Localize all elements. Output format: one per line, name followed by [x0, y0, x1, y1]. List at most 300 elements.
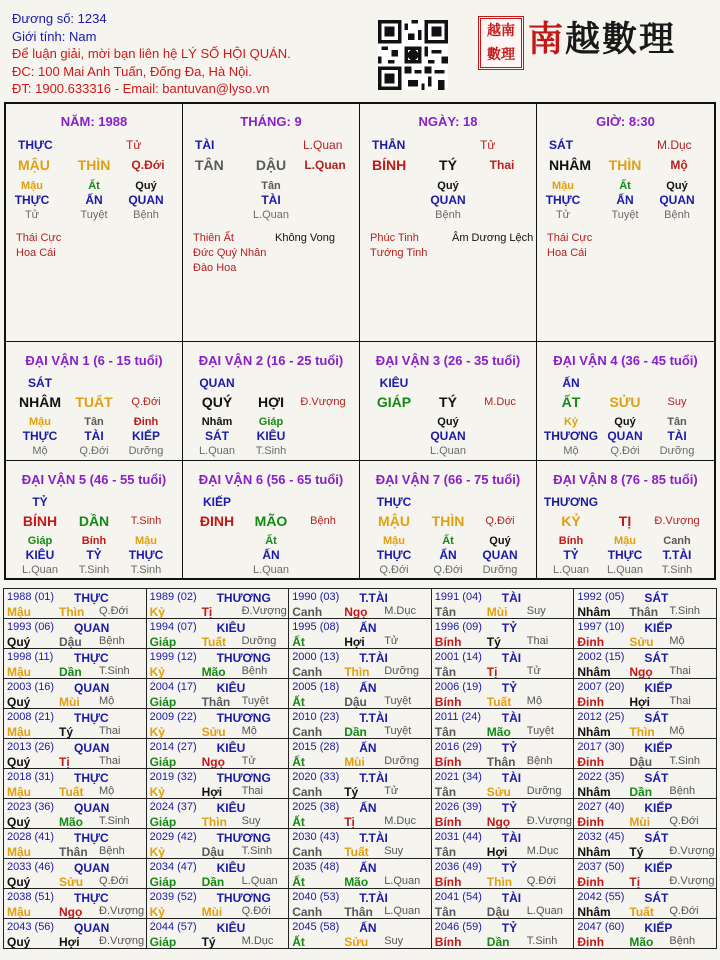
year-ten-god: ẤN: [359, 621, 377, 635]
year-branch: Tý: [59, 725, 74, 739]
year-cell: [4, 769, 147, 799]
year-stem: Bính: [434, 695, 462, 709]
year-branch: Mão: [59, 815, 83, 829]
dai-van-4: [537, 342, 714, 461]
year-label: 2029 (42): [149, 831, 197, 843]
year-stage: Đ.Vượng: [669, 875, 715, 887]
year-branch: Dậu: [629, 755, 653, 769]
dai-van-title: ĐẠI VẬN 4 (36 - 45 tuổi): [553, 353, 698, 368]
dai-van-3: [360, 342, 537, 461]
dai-van-stem: MẬU: [378, 513, 410, 529]
dai-van-hidden-stem: Mậu: [135, 535, 157, 547]
year-label: 1996 (09): [434, 621, 482, 633]
year-label: 1990 (03): [292, 591, 340, 603]
dai-van-hidden-god: TỶ: [86, 548, 102, 562]
chart-grid: [4, 102, 716, 580]
year-row: [4, 649, 717, 679]
year-label: 2007 (20): [577, 681, 625, 693]
year-cell: [4, 679, 147, 709]
dai-van-stem: ĐINH: [199, 513, 235, 529]
pillar-branch: DẬU: [255, 157, 287, 173]
pillar-3: [360, 104, 537, 342]
year-row: [4, 679, 717, 709]
year-stem: Nhâm: [577, 725, 611, 739]
dai-van-hidden-god: THỰC: [607, 548, 643, 562]
year-stem: Quý: [7, 635, 31, 649]
dai-van-stage: T.Sinh: [130, 515, 162, 527]
dai-van-hidden-god: T.TÀI: [662, 548, 692, 562]
year-stage: Q.Đới: [99, 605, 129, 617]
year-stem: Nhâm: [577, 845, 611, 859]
year-label: 2021 (34): [434, 771, 482, 783]
star-name: Phúc Tinh: [370, 232, 419, 244]
dai-van-ten-god: KIÊU: [379, 376, 409, 390]
year-branch: Mùi: [486, 605, 508, 619]
year-ten-god: KIẾP: [644, 801, 673, 815]
year-cell: [431, 649, 574, 679]
star-name: Thái Cực: [547, 232, 593, 244]
dai-van-branch: MÃO: [254, 513, 288, 529]
dai-van-hidden-stage: Dưỡng: [128, 445, 164, 457]
year-stem: Tân: [434, 845, 457, 859]
year-branch: Thân: [486, 755, 516, 769]
year-label: 2027 (40): [577, 801, 625, 813]
year-stage: M.Dục: [526, 845, 559, 857]
dai-van-hidden-god: KIÊU: [25, 548, 55, 562]
year-cell: [431, 709, 574, 739]
year-ten-god: T.TÀI: [359, 891, 388, 905]
year-label: 2041 (54): [434, 891, 482, 903]
dai-van-title: ĐẠI VẬN 5 (46 - 55 tuổi): [21, 472, 167, 487]
year-stage: Mộ: [669, 635, 685, 647]
year-ten-god: SÁT: [644, 771, 669, 785]
year-label: 1998 (11): [7, 651, 54, 663]
year-stem: Mậu: [7, 785, 31, 799]
year-stage: Bệnh: [669, 785, 696, 797]
year-branch: Tị: [344, 815, 355, 829]
year-stage: Mộ: [526, 695, 543, 707]
star-name: Đào Hoa: [193, 262, 237, 274]
year-stem: Kỷ: [149, 905, 165, 919]
year-cell: [289, 679, 432, 709]
year-ten-god: QUAN: [74, 921, 110, 935]
dai-van-hidden-stem: Đinh: [133, 416, 159, 428]
dai-van-stage: Suy: [667, 396, 687, 408]
year-stem: Đinh: [577, 875, 605, 889]
year-label: 2003 (16): [7, 681, 55, 693]
year-stage: Dưỡng: [384, 755, 419, 767]
dai-van-hidden-god: ẤN: [439, 548, 457, 562]
year-branch: Thân: [344, 905, 373, 919]
year-cell: [289, 649, 432, 679]
dai-van-title: ĐẠI VẬN 2 (16 - 25 tuổi): [198, 353, 344, 368]
dai-van-hidden-stem: Kỷ: [563, 416, 579, 428]
year-cell: [4, 799, 147, 829]
year-stem: Đinh: [577, 815, 605, 829]
year-stem: Giáp: [149, 815, 177, 829]
year-stem: Ất: [292, 695, 305, 709]
dai-van-ten-god: QUAN: [199, 376, 235, 390]
year-cell: [289, 589, 432, 619]
year-label: 1993 (06): [7, 621, 55, 633]
hidden-ten-god: THỰC: [14, 193, 50, 207]
year-stage: Tuyệt: [241, 695, 269, 707]
year-stage: Bệnh: [526, 755, 553, 767]
year-ten-god: KIẾP: [644, 681, 673, 695]
year-label: 2025 (38): [292, 801, 340, 813]
year-ten-god: TÀI: [501, 651, 522, 665]
year-branch: Dần: [201, 875, 225, 889]
hidden-stage: Bệnh: [664, 209, 690, 221]
year-stem: Giáp: [149, 695, 177, 709]
year-cell: [431, 619, 574, 649]
year-stem: Đinh: [577, 755, 605, 769]
year-label: 2000 (13): [292, 651, 340, 663]
year-stage: Tử: [384, 635, 399, 647]
pillar-ruled-stage: Tử: [480, 138, 496, 152]
gioi-tinh: [12, 28, 291, 46]
dai-van-hidden-stem: Quý: [614, 416, 636, 428]
hidden-stage: Tuyệt: [80, 209, 108, 221]
year-stage: Dưỡng: [384, 665, 419, 677]
pillar-stem-tag: L.Quan: [304, 158, 346, 172]
dai-van-stage: Q.Đới: [131, 396, 161, 408]
year-cell: [574, 679, 717, 709]
year-branch: Tị: [59, 755, 70, 769]
year-ten-god: TỶ: [501, 921, 518, 935]
year-ten-god: THỰC: [74, 651, 109, 665]
dai-van-hidden-stem: Quý: [437, 416, 459, 428]
dai-van-hidden-stage: Q.Đới: [433, 564, 463, 576]
year-cell: [431, 769, 574, 799]
year-stem: Kỷ: [149, 845, 165, 859]
year-ten-god: TÀI: [501, 891, 522, 905]
year-stem: Bính: [434, 635, 462, 649]
dai-van-title: ĐẠI VẬN 1 (6 - 15 tuổi): [25, 353, 163, 368]
dai-van-hidden-stage: T.Sinh: [130, 564, 162, 576]
year-stem: Ất: [292, 635, 305, 649]
year-cell: [146, 619, 289, 649]
year-stage: M.Dục: [384, 815, 416, 827]
seal-char-2: 南: [501, 23, 515, 39]
year-branch: Dậu: [59, 635, 82, 649]
year-cell: [431, 739, 574, 769]
dai-van-stem: NHÂM: [19, 394, 61, 410]
year-stem: Giáp: [149, 635, 177, 649]
dai-van-hidden-stage: Q.Đới: [79, 445, 109, 457]
phone-email-line: ĐT: 1900.633316 - Email: bantuvan@lyso.vn: [12, 81, 270, 96]
year-cell: [289, 769, 432, 799]
dai-van-hidden-stage: L.Quan: [252, 564, 290, 576]
year-label: 2022 (35): [577, 771, 625, 783]
year-stem: Canh: [292, 605, 323, 619]
hidden-stem: Mậu: [21, 180, 43, 192]
year-label: 2037 (50): [577, 861, 625, 873]
year-branch: Sửu: [629, 635, 654, 649]
year-stage: Mộ: [99, 695, 115, 707]
hidden-stem: Ất: [88, 180, 100, 192]
seal-char-1: 越: [487, 23, 501, 39]
year-stage: Q.Đới: [526, 875, 556, 887]
year-branch: Dần: [59, 665, 82, 679]
pillar-stem-tag: Q.Đới: [131, 158, 165, 172]
header-info: [12, 10, 291, 98]
dai-van-6: [183, 461, 360, 578]
dai-van-hidden-god: KIÊU: [256, 429, 286, 443]
year-branch: Mão: [486, 725, 511, 739]
year-ten-god: TỶ: [501, 861, 518, 875]
year-ten-god: QUAN: [74, 621, 110, 635]
year-cell: [289, 919, 432, 949]
pillar-title: NĂM: 1988: [60, 114, 128, 129]
year-branch: Ngọ: [344, 605, 368, 619]
year-branch: Hợi: [344, 635, 365, 649]
year-stem: Đinh: [577, 935, 605, 949]
year-ten-god: QUAN: [74, 801, 110, 815]
year-stem: Canh: [292, 845, 323, 859]
year-cell: [146, 799, 289, 829]
year-branch: Thìn: [629, 725, 655, 739]
year-ten-god: KIÊU: [216, 681, 246, 695]
year-label: 1992 (05): [577, 591, 625, 603]
hidden-stage: Tuyệt: [611, 209, 639, 221]
contact-line: Để luận giải, mời bạn liên hệ LÝ SỐ HỘI QUÁN.: [12, 46, 291, 61]
year-stage: Đ.Vượng: [99, 935, 145, 947]
year-stage: Bệnh: [99, 845, 125, 857]
year-ten-god: SÁT: [644, 831, 669, 845]
gioi-tinh-value: Nam: [68, 28, 97, 44]
brand-char-1: 南: [528, 19, 566, 60]
year-ten-god: KIẾP: [644, 621, 673, 635]
year-stage: Thai: [669, 665, 691, 677]
dai-van-stem: BÍNH: [22, 513, 58, 529]
year-stage: Q.Đới: [669, 905, 699, 917]
year-stage: T.Sinh: [241, 845, 273, 857]
year-cell: [574, 649, 717, 679]
year-stem: Quý: [7, 935, 31, 949]
year-label: 2043 (56): [7, 921, 55, 933]
year-stage: Thai: [241, 785, 263, 797]
year-stem: Tân: [434, 785, 457, 799]
year-cell: [146, 769, 289, 799]
dai-van-title: ĐẠI VẬN 3 (26 - 35 tuổi): [375, 353, 521, 368]
dai-van-stage: M.Dục: [484, 396, 516, 408]
year-stage: T.Sinh: [669, 755, 700, 767]
hidden-stage: Bệnh: [133, 209, 159, 221]
year-label: 2034 (47): [149, 861, 197, 873]
year-cell: [431, 859, 574, 889]
dai-van-title: ĐẠI VẬN 7 (66 - 75 tuổi): [375, 472, 521, 487]
dai-van-hidden-stem: Tân: [667, 416, 687, 428]
dai-van-branch: TÝ: [439, 394, 457, 410]
year-cell: [431, 919, 574, 949]
year-label: 1989 (02): [149, 591, 197, 603]
dai-van-hidden-stem: Giáp: [27, 535, 53, 547]
year-ten-god: KIÊU: [216, 921, 246, 935]
year-cell: [574, 799, 717, 829]
hidden-ten-god: QUAN: [430, 193, 466, 207]
year-ten-god: T.TÀI: [359, 591, 388, 605]
dai-van-stem: QUÝ: [201, 394, 233, 410]
year-cell: [146, 739, 289, 769]
year-label: 2012 (25): [577, 711, 625, 723]
year-stage: Thai: [99, 725, 121, 737]
year-label: 2030 (43): [292, 831, 340, 843]
year-stage: Mộ: [99, 785, 115, 797]
pillar-stem: BÍNH: [372, 157, 407, 173]
dai-van-stage: Bệnh: [310, 515, 336, 527]
pillar-ten-god: TÀI: [195, 138, 215, 152]
year-stem: Quý: [7, 695, 31, 709]
year-stage: L.Quan: [241, 875, 278, 887]
year-ten-god: TÀI: [501, 711, 522, 725]
year-label: 2033 (46): [7, 861, 55, 873]
year-row: [4, 859, 717, 889]
year-cell: [289, 889, 432, 919]
year-stage: T.Sinh: [669, 605, 700, 617]
year-branch: Ngọ: [629, 665, 653, 679]
dai-van-hidden-stage: L.Quan: [198, 445, 236, 457]
year-branch: Dậu: [201, 845, 225, 859]
dai-van-2: [183, 342, 360, 461]
hidden-ten-god: ẤN: [85, 193, 103, 207]
year-branch: Sửu: [59, 875, 84, 889]
dai-van-1: [6, 342, 183, 461]
year-stage: Suy: [384, 935, 404, 947]
year-stem: Kỷ: [149, 665, 165, 679]
star-name: Tướng Tinh: [370, 247, 428, 259]
year-label: 2001 (14): [434, 651, 482, 663]
dai-van-hidden-god: THỰC: [22, 429, 58, 443]
year-ten-god: TỶ: [501, 741, 518, 755]
year-ten-god: ẤN: [359, 681, 377, 695]
year-branch: Hợi: [201, 785, 223, 799]
year-cell: [289, 829, 432, 859]
hidden-ten-god: TÀI: [261, 193, 281, 207]
hidden-stem: Mậu: [552, 180, 574, 192]
year-label: 2032 (45): [577, 831, 625, 843]
year-stem: Tân: [434, 665, 457, 679]
dai-van-hidden-stage: Mộ: [32, 445, 48, 457]
year-stage: Dưỡng: [241, 635, 277, 647]
year-label: 2005 (18): [292, 681, 340, 693]
year-stage: Bệnh: [99, 635, 125, 647]
year-ten-god: T.TÀI: [359, 831, 388, 845]
year-stage: Q.Đới: [99, 875, 129, 887]
year-ten-god: SÁT: [644, 711, 669, 725]
dai-van-ten-god: ẤN: [562, 376, 580, 390]
year-branch: Ngọ: [201, 755, 225, 769]
dai-van-hidden-god: ẤN: [262, 548, 280, 562]
hidden-ten-god: THỰC: [545, 193, 581, 207]
dai-van-7: [360, 461, 537, 578]
year-stage: L.Quan: [384, 905, 421, 917]
year-branch: Tuất: [201, 635, 227, 649]
year-stage: L.Quan: [384, 875, 421, 887]
year-label: 2020 (33): [292, 771, 340, 783]
year-ten-god: ẤN: [359, 861, 377, 875]
dai-van-hidden-stage: Q.Đới: [610, 445, 640, 457]
year-ten-god: THỰC: [74, 831, 109, 845]
year-stage: T.Sinh: [526, 935, 558, 947]
annual-luck-table: [3, 588, 717, 949]
year-branch: Dần: [344, 725, 367, 739]
dai-van-title: ĐẠI VẬN 6 (56 - 65 tuổi): [198, 472, 344, 487]
year-branch: Sửu: [486, 785, 511, 799]
year-label: 2036 (49): [434, 861, 482, 873]
gioi-tinh-label: Giới tính:: [12, 28, 66, 44]
year-row: [4, 739, 717, 769]
year-label: 2047 (60): [577, 921, 625, 933]
year-stage: Đ.Vượng: [526, 815, 572, 827]
year-ten-god: TÀI: [501, 591, 522, 605]
year-stage: Tuyệt: [384, 725, 412, 737]
year-cell: [4, 709, 147, 739]
pillar-branch: THÌN: [608, 157, 642, 173]
year-branch: Hợi: [59, 935, 80, 949]
pillar-stem: TÂN: [195, 157, 224, 173]
year-stem: Mậu: [7, 845, 31, 859]
dai-van-hidden-stage: L.Quan: [552, 564, 590, 576]
year-label: 2017 (30): [577, 741, 625, 753]
year-branch: Dậu: [344, 695, 367, 709]
year-ten-god: KIÊU: [216, 801, 246, 815]
year-stage: T.Sinh: [99, 665, 130, 677]
year-ten-god: QUAN: [74, 681, 110, 695]
dai-van-hidden-god: QUAN: [430, 429, 466, 443]
year-cell: [146, 919, 289, 949]
brand-char-4: 理: [639, 19, 677, 60]
brand-char-3: 數: [602, 19, 640, 60]
year-label: 2038 (51): [7, 891, 55, 903]
year-stage: Thai: [526, 635, 549, 647]
year-cell: [146, 649, 289, 679]
dai-van-ten-god: SÁT: [28, 376, 52, 390]
hidden-stage: Bệnh: [435, 209, 461, 221]
year-label: 2018 (31): [7, 771, 55, 783]
year-ten-god: T.TÀI: [359, 711, 388, 725]
year-branch: Tuất: [629, 905, 654, 919]
seal-char-4: 理: [501, 47, 515, 63]
year-label: 1997 (10): [577, 621, 625, 633]
year-stage: T.Sinh: [99, 815, 130, 827]
dai-van-stage: Đ.Vượng: [300, 396, 346, 408]
year-branch: Dần: [486, 935, 510, 949]
seal-char-3: 數: [487, 47, 501, 63]
year-branch: Tuất: [486, 695, 512, 709]
year-ten-god: ẤN: [359, 801, 377, 815]
year-label: 2024 (37): [149, 801, 197, 813]
year-stage: Suy: [526, 605, 546, 617]
pillar-1: [6, 104, 183, 342]
year-stage: L.Quan: [526, 905, 563, 917]
year-branch: Tị: [201, 605, 213, 619]
year-ten-god: SÁT: [644, 891, 669, 905]
year-ten-god: ẤN: [359, 921, 377, 935]
year-branch: Tý: [629, 845, 644, 859]
year-stem: Nhâm: [577, 605, 611, 619]
year-branch: Mùi: [59, 695, 80, 709]
year-branch: Tị: [486, 665, 498, 679]
dai-van-ten-god: THƯƠNG: [543, 495, 599, 509]
dai-van-stem: KỶ: [561, 513, 581, 529]
year-label: 2014 (27): [149, 741, 197, 753]
year-label: 2044 (57): [149, 921, 197, 933]
year-ten-god: T.TÀI: [359, 651, 388, 665]
dai-van-hidden-stem: Quý: [489, 535, 511, 547]
dai-van-hidden-god: THỰC: [128, 548, 164, 562]
year-cell: [4, 859, 147, 889]
